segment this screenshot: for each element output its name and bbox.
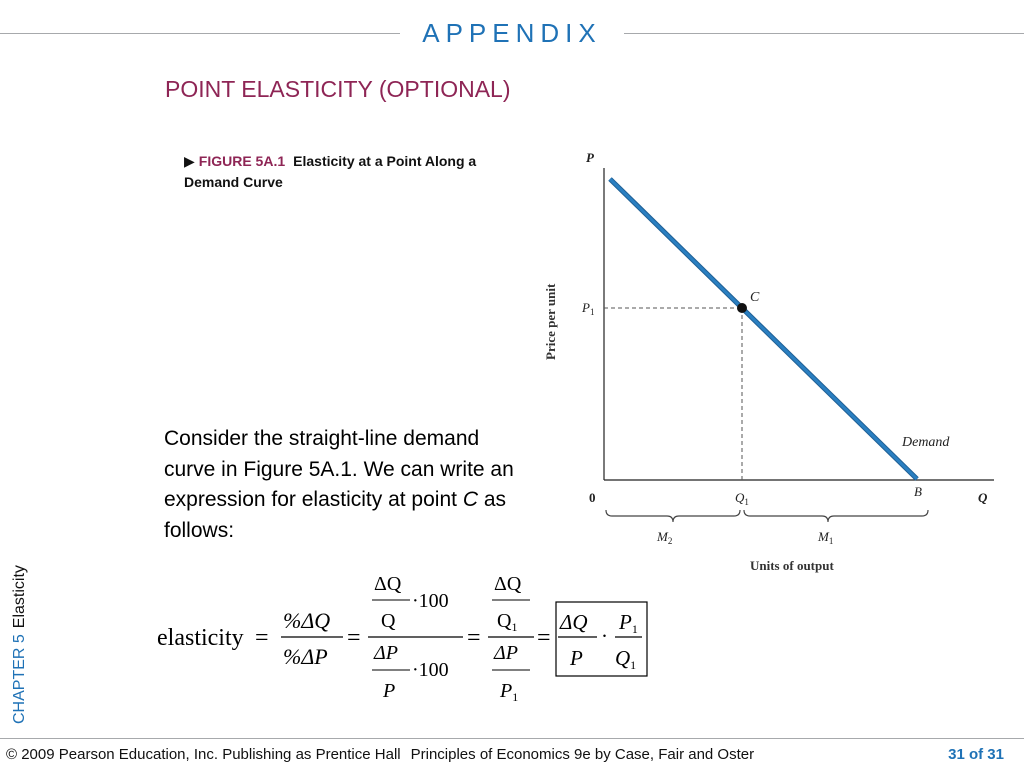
point-c-marker: [737, 303, 747, 313]
chapter-topic: Elasticity: [11, 565, 28, 629]
appendix-title: APPENDIX: [422, 18, 602, 48]
eq-dot: ·: [601, 624, 608, 648]
m2-label: $M_2$: [657, 529, 673, 546]
eq-p-3: P: [570, 646, 583, 670]
axis-p-label: P: [586, 150, 594, 165]
body-point-c: C: [462, 488, 478, 511]
section-title: POINT ELASTICITY (OPTIONAL): [165, 76, 511, 102]
eq-equals-1: =: [255, 625, 269, 651]
eq-dp-bottom: ΔP: [374, 642, 398, 664]
axis-q-label: Q: [978, 490, 988, 505]
elasticity-equation: [150, 560, 660, 710]
chapter-sidebar-label: [8, 504, 32, 724]
footer-rule: [0, 738, 1024, 739]
demand-label: Demand: [902, 435, 950, 450]
chapter-label: CHAPTER 5: [11, 634, 28, 724]
body-text-after: as follows:: [164, 488, 506, 542]
eq-dp-2: ΔP: [494, 642, 518, 664]
eq-q-top: Q: [381, 610, 396, 632]
figure-caption-text: Elasticity at a Point Along a Demand Curve: [184, 153, 477, 190]
body-paragraph: [164, 424, 524, 546]
figure-caption: [184, 151, 504, 193]
eq-q1-2: $Q_1$: [497, 610, 518, 634]
x-axis-title: Units of output: [750, 558, 834, 573]
eq-q1-3: Q1: [615, 646, 637, 672]
eq-equals-3: =: [467, 625, 481, 651]
figure-label: FIGURE 5A.1: [198, 153, 286, 169]
elasticity-diagram: [530, 140, 1000, 580]
point-b-label: B: [914, 484, 922, 499]
eq-p1-2: $P_1$: [500, 680, 519, 704]
point-c-label: C: [750, 290, 760, 305]
eq-times100-top: ·100: [412, 590, 449, 612]
eq-dq-top: ΔQ: [374, 573, 402, 595]
figure-marker-icon: ▶: [184, 153, 195, 169]
eq-pct-dp: %ΔP: [283, 644, 328, 669]
eq-dq-2: ΔQ: [494, 573, 522, 595]
eq-p-bottom: P: [383, 680, 396, 702]
footer-book-title: Principles of Economics 9e by Case, Fair and Oster: [410, 746, 755, 763]
header-rule-right: [624, 33, 1024, 34]
body-text-before: Consider the straight-line demand curve in Figure 5A.1. We can write an expression for elasticity at point: [164, 427, 514, 511]
eq-times100-bottom: ·100: [412, 659, 449, 681]
m1-brace: [744, 510, 928, 522]
eq-p1-3: P1: [619, 610, 638, 636]
origin-label: 0: [589, 490, 596, 505]
y-axis-title: Price per unit: [543, 283, 558, 360]
eq-lhs: elasticity: [157, 625, 244, 651]
q1-label: $Q_1$: [735, 490, 749, 507]
m2-brace: [606, 510, 740, 522]
page-number: 31 of 31: [948, 746, 1004, 763]
eq-dq-3: ΔQ: [560, 610, 588, 634]
footer-copyright: [6, 746, 754, 763]
header-rule-left: [0, 33, 400, 34]
footer-copyright-text: © 2009 Pearson Education, Inc. Publishing as Prentice Hall: [6, 746, 401, 763]
m1-label: $M_1$: [818, 529, 834, 546]
eq-equals-4: =: [537, 625, 551, 651]
eq-pct-dq: %ΔQ: [283, 608, 331, 633]
p1-label: $P_1$: [582, 300, 595, 317]
eq-equals-2: =: [347, 625, 361, 651]
demand-curve: [610, 179, 917, 479]
